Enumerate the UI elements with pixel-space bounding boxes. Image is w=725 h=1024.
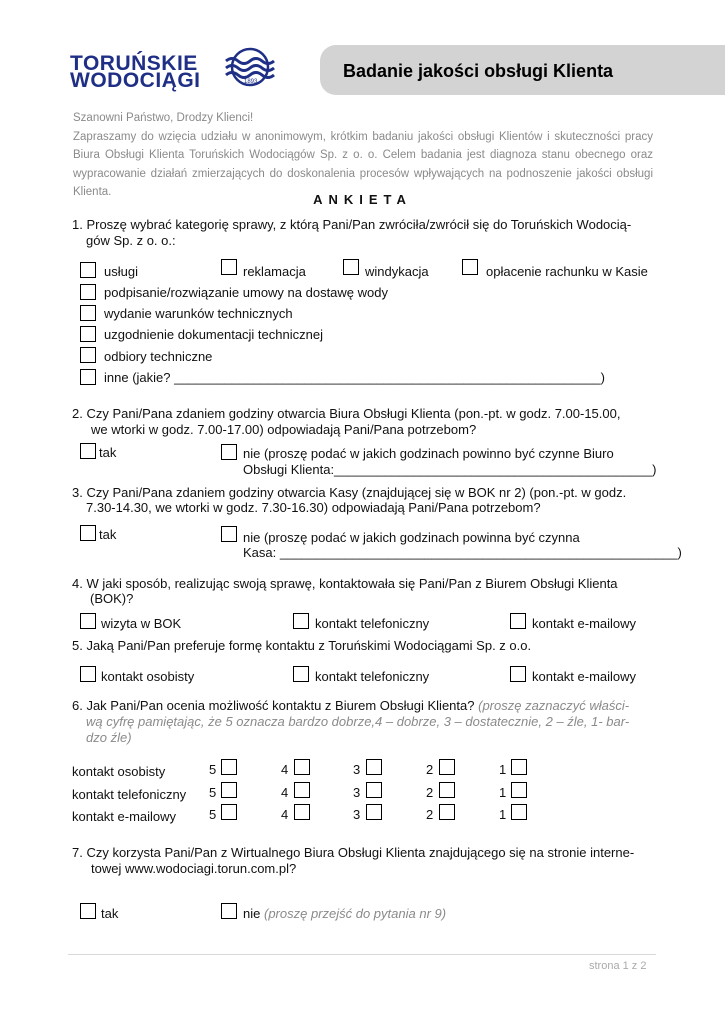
q6-scale-number: 1 bbox=[499, 807, 507, 822]
q6-rating-checkbox[interactable] bbox=[366, 782, 382, 798]
q6-rating-checkbox[interactable] bbox=[511, 804, 527, 820]
q6-scale-number: 4 bbox=[281, 762, 289, 777]
q5-option-email: kontakt e-mailowy bbox=[532, 669, 637, 684]
q1-checkbox-kasa[interactable] bbox=[462, 259, 478, 275]
q2-line-2: we wtorki w godz. 7.00-17.00) odpowiadają Pani/Pana potrzebom? bbox=[91, 422, 477, 437]
q3-checkbox-nie[interactable] bbox=[221, 526, 237, 542]
q4-checkbox-email[interactable] bbox=[510, 613, 526, 629]
q6-scale-number: 3 bbox=[353, 762, 361, 777]
q5-checkbox-osobisty[interactable] bbox=[80, 666, 96, 682]
q7-option-nie-label: nie bbox=[243, 906, 261, 921]
q6-scale-number: 3 bbox=[353, 807, 361, 822]
q7-option-nie-hint: (proszę przejść do pytania nr 9) bbox=[263, 906, 447, 921]
q1-option-umowa: podpisanie/rozwiązanie umowy na dostawę wody bbox=[104, 285, 388, 300]
page-number: strona 1 z 2 bbox=[589, 960, 647, 972]
q5-checkbox-telefon[interactable] bbox=[293, 666, 309, 682]
q6-hint-1: (proszę zaznaczyć właści- bbox=[478, 698, 630, 713]
q1-option-inne: inne (jakie? ___________________________________________________________) bbox=[104, 370, 605, 385]
q6-rating-checkbox[interactable] bbox=[366, 759, 382, 775]
q1-option-dokumentacja: uzgodnienie dokumentacji technicznej bbox=[104, 327, 323, 342]
q6-row-label: kontakt e-mailowy bbox=[72, 809, 177, 824]
q6-rating-checkbox[interactable] bbox=[511, 782, 527, 798]
q4-option-telefon: kontakt telefoniczny bbox=[315, 616, 430, 631]
q1-option-reklamacja: reklamacja bbox=[243, 264, 306, 279]
q3-option-nie-line-2: Kasa: _______________________________________________________) bbox=[243, 545, 682, 560]
q4-checkbox-telefon[interactable] bbox=[293, 613, 309, 629]
q6-rating-checkbox[interactable] bbox=[439, 782, 455, 798]
q1-checkbox-odbiory[interactable] bbox=[80, 347, 96, 363]
q1-checkbox-windykacja[interactable] bbox=[343, 259, 359, 275]
logo-line-1: TORUŃSKIE bbox=[70, 52, 198, 75]
q6-line-1 bbox=[72, 698, 629, 714]
logo-year: 1893 bbox=[244, 79, 258, 85]
q3-line-2: 7.30-14.30, we wtorki w godz. 7.30-16.30) odpowiadają Pani/Pana potrzebom? bbox=[86, 500, 541, 515]
survey-title: ANKIETA bbox=[313, 192, 412, 207]
q3-checkbox-tak[interactable] bbox=[80, 525, 96, 541]
intro bbox=[73, 109, 653, 202]
q6-scale-number: 2 bbox=[426, 785, 434, 800]
q1-checkbox-reklamacja[interactable] bbox=[221, 259, 237, 275]
q1-checkbox-umowa[interactable] bbox=[80, 284, 96, 300]
q6-scale-number: 1 bbox=[499, 785, 507, 800]
q1-option-warunki: wydanie warunków technicznych bbox=[104, 306, 293, 321]
q3-option-nie-line-1: nie (proszę podać w jakich godzinach powinna być czynna bbox=[243, 530, 580, 545]
q6-question: 6. Jak Pani/Pan ocenia możliwość kontaktu z Biurem Obsługi Klienta? bbox=[72, 698, 475, 713]
page-title: Badanie jakości obsługi Klienta bbox=[343, 61, 614, 81]
q6-rating-checkbox[interactable] bbox=[221, 782, 237, 798]
q7-checkbox-tak[interactable] bbox=[80, 903, 96, 919]
q6-scale-number: 5 bbox=[209, 785, 217, 800]
q6-scale-number: 2 bbox=[426, 807, 434, 822]
q7-option-tak: tak bbox=[101, 906, 119, 921]
q1-option-odbiory: odbiory techniczne bbox=[104, 349, 213, 364]
intro-greeting: Szanowni Państwo, Drodzy Klienci! bbox=[73, 112, 254, 124]
q7-option-nie bbox=[243, 906, 446, 922]
q2-checkbox-nie[interactable] bbox=[221, 444, 237, 460]
q6-rating-checkbox[interactable] bbox=[366, 804, 382, 820]
q5-option-telefon: kontakt telefoniczny bbox=[315, 669, 430, 684]
q7-checkbox-nie[interactable] bbox=[221, 903, 237, 919]
q6-rating-checkbox[interactable] bbox=[439, 759, 455, 775]
q4-checkbox-wizyta[interactable] bbox=[80, 613, 96, 629]
q6-scale-number: 1 bbox=[499, 762, 507, 777]
q2-option-nie-line-2: Obsługi Klienta:____________________________________________) bbox=[243, 462, 657, 477]
q2-line-1: 2. Czy Pani/Pana zdaniem godziny otwarcia Biura Obsługi Klienta (pon.-pt. w godz. 7.00-15.00, bbox=[72, 406, 621, 421]
q6-scale-number: 3 bbox=[353, 785, 361, 800]
q1-option-uslugi: usługi bbox=[104, 264, 138, 279]
q6-scale-number: 2 bbox=[426, 762, 434, 777]
q1-option-kasa: opłacenie rachunku w Kasie bbox=[486, 264, 648, 279]
q6-row-label: kontakt osobisty bbox=[72, 764, 166, 779]
q6-scale-number: 5 bbox=[209, 762, 217, 777]
q7-line-2: towej www.wodociagi.torun.com.pl? bbox=[91, 861, 297, 876]
q3-option-tak: tak bbox=[99, 527, 117, 542]
q6-rating-checkbox[interactable] bbox=[511, 759, 527, 775]
q2-option-tak: tak bbox=[99, 445, 117, 460]
q2-checkbox-tak[interactable] bbox=[80, 443, 96, 459]
q6-row-label: kontakt telefoniczny bbox=[72, 787, 187, 802]
q1-checkbox-warunki[interactable] bbox=[80, 305, 96, 321]
footer-divider bbox=[68, 954, 656, 955]
logo-wordmark bbox=[70, 52, 201, 92]
q4-line-1: 4. W jaki sposób, realizując swoją sprawę, kontaktowała się Pani/Pan z Biurem Obsługi Klienta bbox=[72, 576, 618, 591]
q6-scale-number: 4 bbox=[281, 807, 289, 822]
q6-rating-checkbox[interactable] bbox=[439, 804, 455, 820]
q6-scale-number: 4 bbox=[281, 785, 289, 800]
q5-line-1: 5. Jaką Pani/Pan preferuje formę kontaktu z Toruńskimi Wodociągami Sp. z o.o. bbox=[72, 638, 532, 653]
logo-line-2: WODOCIĄGI bbox=[70, 69, 201, 92]
q6-rating-checkbox[interactable] bbox=[221, 804, 237, 820]
q4-line-2: (BOK)? bbox=[90, 591, 134, 606]
q5-option-osobisty: kontakt osobisty bbox=[101, 669, 195, 684]
q6-hint-2: wą cyfrę pamiętając, że 5 oznacza bardzo dobrze,4 – dobrze, 3 – dostatecznie, 2 – źle, 1- bar- bbox=[86, 714, 630, 729]
q3-line-1: 3. Czy Pani/Pana zdaniem godziny otwarcia Kasy (znajdującej się w BOK nr 2) (pon.-pt. w godz. bbox=[72, 485, 627, 500]
q6-rating-checkbox[interactable] bbox=[294, 759, 310, 775]
q1-checkbox-uslugi[interactable] bbox=[80, 262, 96, 278]
q6-rating-checkbox[interactable] bbox=[294, 782, 310, 798]
q1-option-windykacja: windykacja bbox=[365, 264, 429, 279]
q6-rating-checkbox[interactable] bbox=[221, 759, 237, 775]
q1-checkbox-dokumentacja[interactable] bbox=[80, 326, 96, 342]
q1-line-1: 1. Proszę wybrać kategorię sprawy, z którą Pani/Pan zwróciła/zwrócił się do Toruńskich Wodocią- bbox=[72, 217, 632, 232]
q1-checkbox-inne[interactable] bbox=[80, 369, 96, 385]
q1-line-2: gów Sp. z o. o.: bbox=[86, 233, 176, 248]
q4-option-wizyta: wizyta w BOK bbox=[101, 616, 182, 631]
q6-hint-3: dzo źle) bbox=[86, 730, 132, 745]
q6-rating-checkbox[interactable] bbox=[294, 804, 310, 820]
intro-text: Zapraszamy do wzięcia udziału w anonimowym, krótkim badaniu jakości obsługi Klientów i skuteczności pracy Biura Obsługi Klienta Toruńskich Wodociągów Sp. z o. o. Celem badania jest diagnoza stanu obecnego oraz wypracowanie działań zmierzających do doskonalenia procesów wpływających na podnoszenie jakości obsługi Klienta. bbox=[73, 130, 653, 198]
q6-scale-number: 5 bbox=[209, 807, 217, 822]
q7-line-1: 7. Czy korzysta Pani/Pan z Wirtualnego Biura Obsługi Klienta znajdującego się na stronie interne- bbox=[72, 845, 635, 860]
q5-checkbox-email[interactable] bbox=[510, 666, 526, 682]
q4-option-email: kontakt e-mailowy bbox=[532, 616, 637, 631]
q2-option-nie-line-1: nie (proszę podać w jakich godzinach powinno być czynne Biuro bbox=[243, 446, 614, 461]
